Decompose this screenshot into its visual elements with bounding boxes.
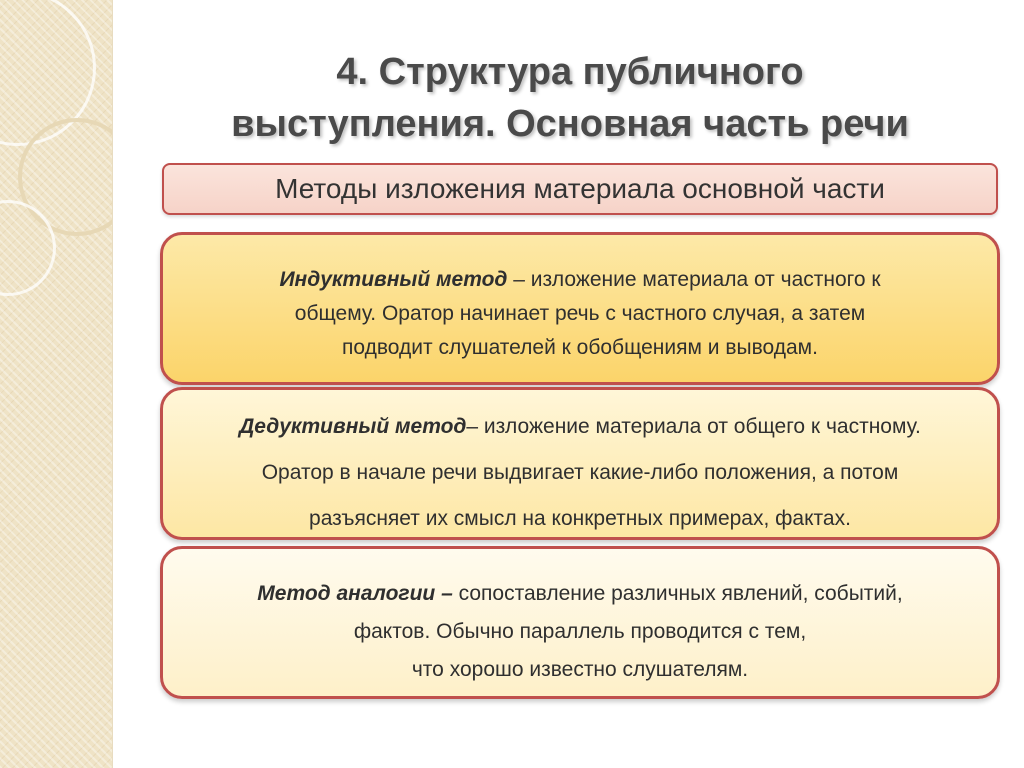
method-card-inductive — [160, 232, 1000, 385]
divider — [112, 0, 113, 768]
section-header: Методы изложения материала основной части — [162, 163, 998, 215]
method-description: – изложение материала от частного к — [507, 268, 881, 291]
method-card-line — [213, 263, 947, 297]
method-term: Метод аналогии – — [257, 582, 453, 605]
method-description: фактов. Обычно параллель проводится с тем, — [353, 620, 807, 643]
method-description: подводит слушателей к обобщениям и выводам. — [342, 336, 818, 359]
method-card-line — [177, 575, 983, 613]
method-term: Индуктивный метод — [279, 268, 508, 291]
method-description: что хорошо известно слушателям. — [411, 658, 749, 681]
method-description: общему. Оратор начинает речь с частного случая, а затем — [294, 302, 866, 325]
method-term: Дедуктивный метод — [239, 415, 467, 438]
decorative-side-strip — [0, 0, 112, 768]
method-description: сопоставление различных явлений, событий, — [452, 582, 903, 605]
method-description: – изложение материала от общего к частному. — [466, 415, 921, 438]
method-card-line — [177, 404, 983, 450]
method-description: разъясняет их смысл на конкретных примерах, фактах. — [309, 507, 851, 530]
slide-title-line-1: 4. Структура публичного — [336, 51, 804, 93]
method-description: Оратор в начале речи выдвигает какие-либо положения, а потом — [261, 461, 899, 484]
method-card-deductive — [160, 387, 1000, 540]
method-card-analogy — [160, 546, 1000, 699]
slide-title — [130, 46, 1010, 150]
slide-title-line-2: выступления. Основная часть речи — [231, 103, 909, 145]
